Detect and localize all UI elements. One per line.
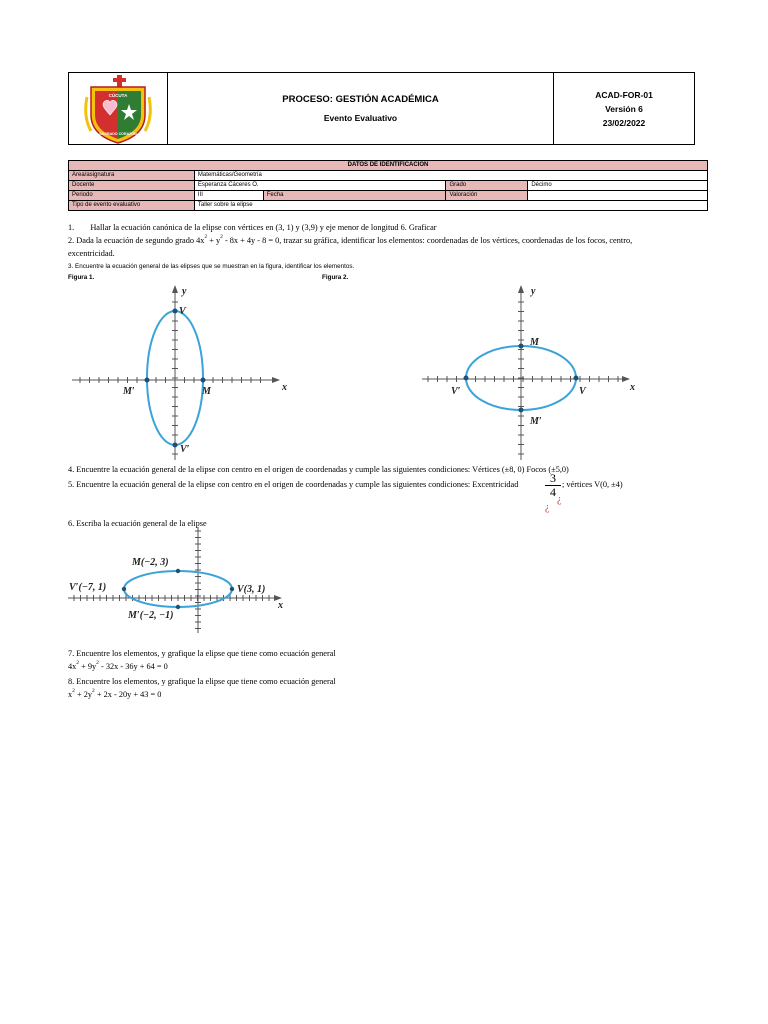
eq-part: + 2y bbox=[74, 690, 93, 699]
type-label: Tipo de evento evaluativo bbox=[69, 201, 195, 211]
fig2-vertex-v-prime: V′ bbox=[451, 386, 461, 397]
question-8: 8. Encuentre los elementos, y grafique la elipse que tiene como ecuación general bbox=[68, 677, 336, 686]
teacher-label: Docente bbox=[69, 181, 195, 191]
superscript: 2 bbox=[92, 688, 95, 694]
superscript: 2 bbox=[72, 688, 75, 694]
id-table-title: DATOS DE IDENTIFICACIÓN bbox=[69, 161, 708, 171]
question-7-equation bbox=[68, 662, 168, 672]
score-value bbox=[528, 191, 708, 201]
question-4: 4. Encuentre la ecuación general de la elipse con centro en el origen de coordenadas y cumple las siguientes condiciones: Vértices (±8, 0) Focos (±5,0) bbox=[68, 465, 569, 474]
fig2-vertex-v: V bbox=[579, 386, 586, 397]
period-label: Periodo bbox=[69, 191, 195, 201]
question-3: 3. Encuentre la ecuación general de las elipses que se muestran en la figura, identificar los elementos. bbox=[68, 263, 355, 270]
process-title: PROCESO: GESTIÓN ACADÉMICA bbox=[282, 94, 439, 105]
question-5 bbox=[68, 480, 518, 490]
fig6-vertex-v-prime: V′(−7, 1) bbox=[69, 582, 107, 593]
grade-label: Grado bbox=[446, 181, 528, 191]
question-5-text-b: ; vértices V(0, ±4) bbox=[562, 480, 623, 489]
question-7: 7. Encuentre los elementos, y grafique la elipse que tiene como ecuación general bbox=[68, 649, 336, 658]
fraction-numerator: 3 bbox=[550, 471, 556, 485]
figure-6-graph bbox=[66, 525, 296, 635]
question-8-equation bbox=[68, 690, 161, 700]
area-label: Área/asignatura bbox=[69, 171, 195, 181]
fraction-denominator: 4 bbox=[545, 485, 561, 499]
question-6: 6. Escriba la ecuación general de la elipse bbox=[68, 519, 207, 528]
logo-text-top: CÚCUTA bbox=[108, 93, 128, 98]
question-1-text: Hallar la ecuación canónica de la elipse con vértices en (3, 1) y (3,9) y eje menor de longitud 6. Graficar bbox=[90, 223, 437, 232]
question-5-text-a: 5. Encuentre la ecuación general de la elipse con centro en el origen de coordenadas y cumple las siguientes condiciones: Excentricidad bbox=[68, 480, 519, 489]
teacher-value: Esperanza Cáceres O. bbox=[194, 181, 446, 191]
date-label: Fecha bbox=[263, 191, 446, 201]
stray-glyph: ¿ bbox=[557, 494, 562, 505]
type-value: Taller sobre la elipse bbox=[194, 201, 707, 211]
logo-cell bbox=[69, 73, 168, 144]
document-code: ACAD-FOR-01 bbox=[595, 89, 653, 100]
question-2-text-a: 2. Dada la ecuación de segundo grado 4x bbox=[68, 236, 205, 245]
superscript: 2 bbox=[220, 234, 223, 240]
fig6-co-vertex-m: M(−2, 3) bbox=[132, 557, 169, 568]
question-1-number: 1. bbox=[68, 223, 75, 232]
x-axis-label: x bbox=[278, 600, 283, 611]
eq-part: + 2x - 20y + 43 = 0 bbox=[94, 690, 162, 699]
fig2-co-vertex-m-prime: M′ bbox=[530, 416, 542, 427]
score-label: Valoración bbox=[446, 191, 528, 201]
eq-part: x bbox=[68, 690, 73, 699]
figure-1-label: Figura 1. bbox=[68, 274, 95, 281]
question-2 bbox=[68, 236, 632, 246]
figure-1-graph bbox=[68, 282, 290, 462]
title-cell bbox=[168, 73, 554, 144]
question-2-continued: excentricidad. bbox=[68, 249, 115, 258]
eq-part: 4x bbox=[68, 662, 77, 671]
question-2-text-c: - 8x + 4y - 8 = 0, trazar su gráfica, identificar los elementos: coordenadas de los vértices, coordenadas de los focos, centro, bbox=[222, 236, 633, 245]
fig1-vertex-v: V bbox=[179, 306, 186, 317]
document-code-cell bbox=[554, 73, 694, 144]
superscript: 2 bbox=[76, 660, 80, 666]
event-title: Evento Evaluativo bbox=[323, 113, 398, 123]
area-value: Matemáticas/Geometría bbox=[194, 171, 707, 181]
fig1-vertex-v-prime: V′ bbox=[180, 444, 190, 455]
document-date: 23/02/2022 bbox=[602, 117, 646, 128]
figure-2-graph bbox=[418, 282, 640, 462]
fig6-co-vertex-m-prime: M′(−2, −1) bbox=[128, 610, 174, 621]
logo-text-bottom: SAGRADO CORAZÓN bbox=[99, 132, 137, 136]
fig2-co-vertex-m: M bbox=[530, 337, 539, 348]
period-value: III bbox=[194, 191, 263, 201]
superscript: 2 bbox=[204, 234, 208, 240]
y-axis-label: y bbox=[182, 286, 187, 297]
identification-table bbox=[68, 160, 708, 211]
y-axis-label: y bbox=[531, 286, 536, 297]
fig6-vertex-v: V(3, 1) bbox=[237, 584, 266, 595]
document-header bbox=[68, 72, 695, 145]
school-crest-logo bbox=[69, 73, 167, 146]
eq-part: - 32x - 36y + 64 = 0 bbox=[98, 662, 168, 671]
question-1 bbox=[68, 223, 437, 233]
stray-glyph: ¿ bbox=[545, 502, 550, 513]
grade-value: Décimo bbox=[528, 181, 708, 191]
superscript: 2 bbox=[96, 660, 99, 666]
x-axis-label: x bbox=[282, 382, 287, 393]
figure-2-label: Figura 2. bbox=[322, 274, 349, 281]
document-version: Versión 6 bbox=[605, 103, 643, 114]
eq-part: + 9y bbox=[79, 662, 97, 671]
fig1-co-vertex-m: M bbox=[202, 386, 211, 397]
x-axis-label: x bbox=[630, 382, 635, 393]
question-2-text-b: + y bbox=[207, 236, 221, 245]
fig1-co-vertex-m-prime: M′ bbox=[123, 386, 135, 397]
